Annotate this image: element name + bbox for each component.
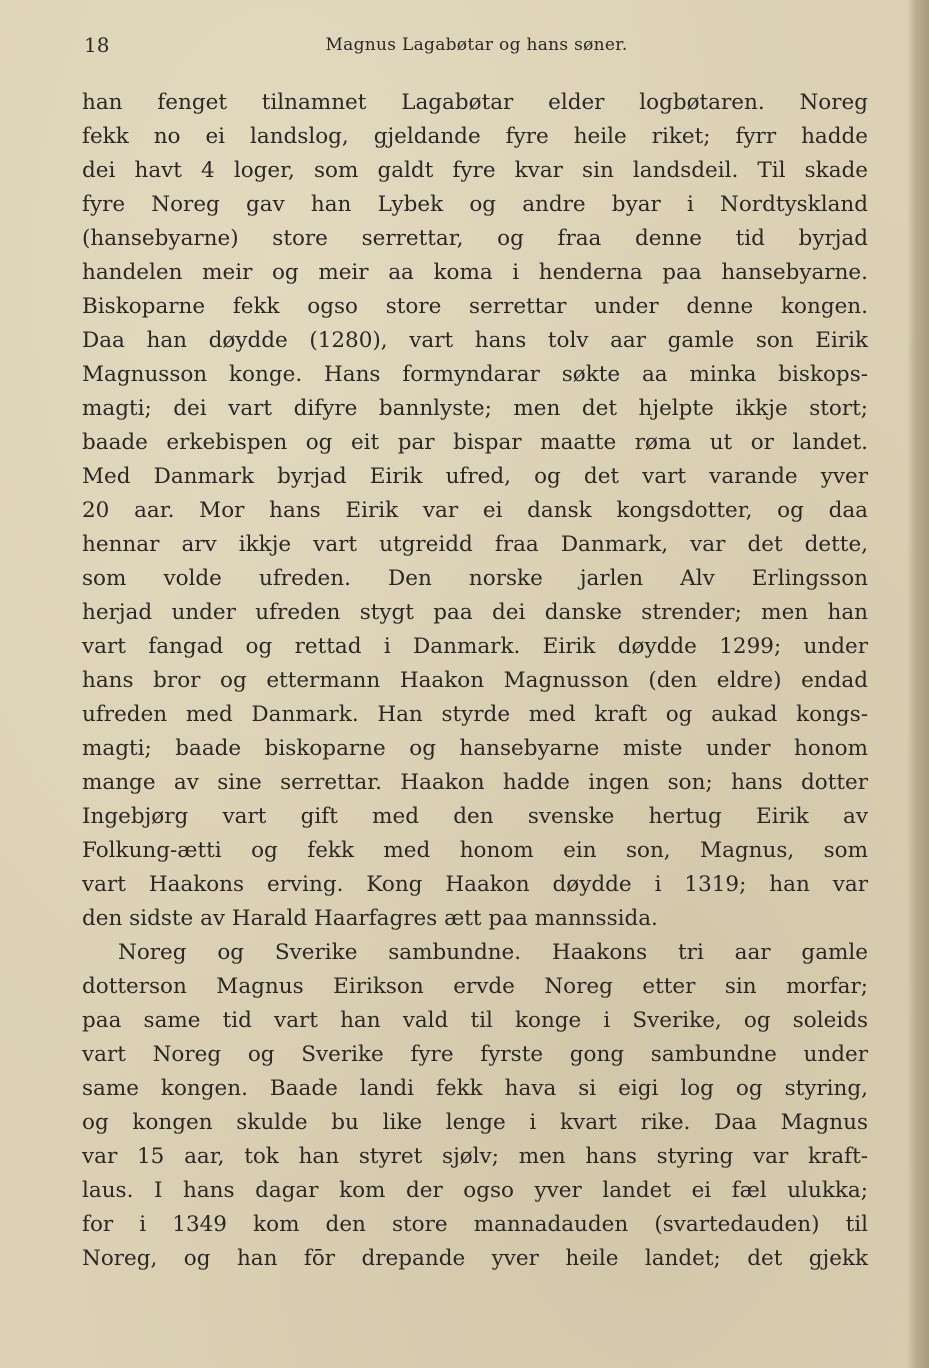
text-line: for i 1349 kom den store mannadauden (svartedauden) til [82, 1212, 868, 1237]
text-line: mange av sine serrettar. Haakon hadde ingen son; hans dotter [82, 770, 868, 795]
text-line: (hansebyarne) store serrettar, og fraa denne tid byrjad [82, 226, 868, 251]
text-line: hennar arv ikkje vart utgreidd fraa Danmark, var det dette, [82, 532, 868, 557]
text-line: Magnusson konge. Hans formyndarar søkte aa minka biskops- [82, 362, 868, 387]
text-line: vart fangad og rettad i Danmark. Eirik døydde 1299; under [82, 634, 868, 659]
running-title: Magnus Lagabøtar og hans søner. [325, 35, 628, 55]
text-line: paa same tid vart han vald til konge i Sverike, og soleids [82, 1008, 868, 1033]
text-line: vart Haakons erving. Kong Haakon døydde i 1319; han var [82, 872, 868, 897]
text-line: vart Noreg og Sverike fyre fyrste gong sambundne under [82, 1042, 868, 1067]
text-line: herjad under ufreden stygt paa dei danske strender; men han [82, 600, 868, 625]
text-line: var 15 aar, tok han styret sjølv; men hans styring var kraft- [82, 1144, 868, 1169]
page-edge [907, 0, 929, 1368]
text-line: same kongen. Baade landi fekk hava si eigi log og styring, [82, 1076, 868, 1101]
text-line: magti; dei vart difyre bannlyste; men det hjelpte ikkje stort; [82, 396, 868, 421]
page-number: 18 [84, 33, 110, 57]
text-line: Noreg, og han fōr drepande yver heile landet; det gjekk [82, 1246, 868, 1271]
text-line: hans bror og ettermann Haakon Magnusson (den eldre) endad [82, 668, 868, 693]
text-line: fyre Noreg gav han Lybek og andre byar i Nordtyskland [82, 192, 868, 217]
text-line: ufreden med Danmark. Han styrde med kraft og aukad kongs- [82, 702, 868, 727]
text-line: som volde ufreden. Den norske jarlen Alv Erlingsson [82, 566, 868, 591]
text-line: magti; baade biskoparne og hansebyarne miste under honom [82, 736, 868, 761]
text-line: handelen meir og meir aa koma i henderna paa hansebyarne. [82, 260, 868, 285]
text-line: han fenget tilnamnet Lagabøtar elder logbøtaren. Noreg [82, 90, 868, 115]
section-heading-line: Noreg og Sverike sambundne. Haakons tri aar gamle [118, 940, 868, 965]
page-header [84, 33, 869, 57]
text-line: Ingebjørg vart gift med den svenske hertug Eirik av [82, 804, 868, 829]
text-line: Med Danmark byrjad Eirik ufred, og det vart varande yver [82, 464, 868, 489]
text-line: Folkung-ætti og fekk med honom ein son, Magnus, som [82, 838, 868, 863]
text-line: baade erkebispen og eit par bispar maatte røma ut or landet. [82, 430, 868, 455]
text-line: fekk no ei landslog, gjeldande fyre heile riket; fyrr hadde [82, 124, 868, 149]
body-text [82, 86, 868, 1276]
text-line: og kongen skulde bu like lenge i kvart rike. Daa Magnus [82, 1110, 868, 1135]
text-line: laus. I hans dagar kom der ogso yver landet ei fæl ulukka; [82, 1178, 868, 1203]
text-line: dei havt 4 loger, som galdt fyre kvar sin landsdeil. Til skade [82, 158, 868, 183]
text-line: 20 aar. Mor hans Eirik var ei dansk kongsdotter, og daa [82, 498, 868, 523]
text-line: dotterson Magnus Eirikson ervde Noreg etter sin morfar; [82, 974, 868, 999]
text-line: den sidste av Harald Haarfagres ætt paa mannssida. [82, 906, 658, 931]
text-line: Daa han døydde (1280), vart hans tolv aar gamle son Eirik [82, 328, 868, 353]
text-line: Biskoparne fekk ogso store serrettar under denne kongen. [82, 294, 868, 319]
